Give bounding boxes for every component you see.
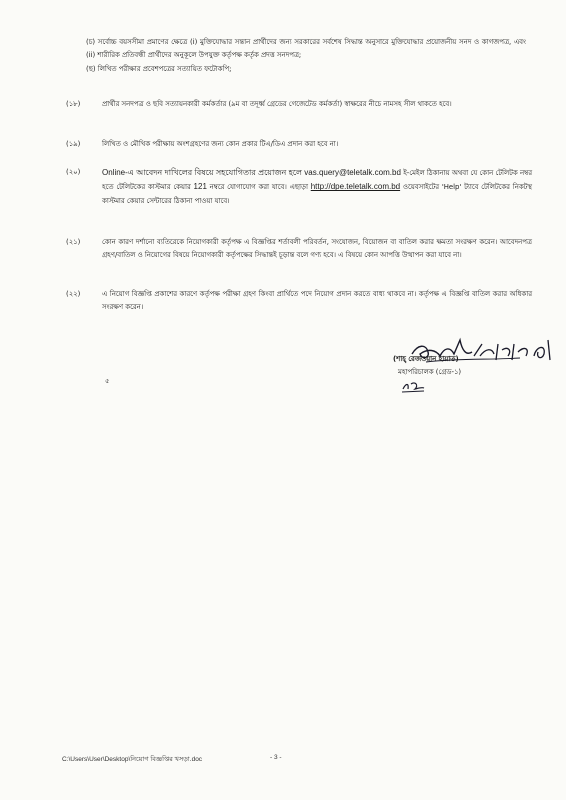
- website-link[interactable]: http://dpe.teletalk.com.bd: [310, 182, 401, 192]
- clause-number: (২০): [66, 168, 81, 176]
- side-mark: ৫: [105, 377, 110, 385]
- clause-number: (১৮): [66, 100, 81, 108]
- clause-text: কোন কারণ দর্শানো ব্যতিরেকে নিয়োগকারী কর্তৃপক্ষ এ বিজ্ঞপ্তির শর্তাবলী পরিবর্তন, সংযোজন, বিয়োজন বা বাতিল করার ক্ষমতা সংরক্ষণ করেন। আবেদনপত্র গ্রহণ/বাতিল ও নিয়োগের বিষয়ে নিয়োগকারী কর্তৃপক্ষের সিদ্ধান্তই চূড়ান্ত বলে গণ্য হবে। এ বিষয়ে কোন আপত্তি উত্থাপন করা যাবে না।: [102, 238, 532, 260]
- signatory-designation: মহাপরিচালক (গ্রেড-১): [398, 368, 462, 376]
- clause-text: লিখিত ও মৌখিক পরীক্ষায় অংশগ্রহণের জন্য কোন প্রকার টিএ/ডিএ প্রদান করা হবে না।: [102, 140, 339, 148]
- clause-text: Online-এ আবেদন দাখিলের বিষয়ে সহযোগিতার প্রয়োজন হলে vas.query@teletalk.com.bd ই-মেইল ঠিকানায় অথবা যে কোন টেলিটক নম্বর হতে টেলিটকের কাস্টমার কেয়ার 121 নম্বরে যোগাযোগ করা যাবে। এছাড়া http://dpe.teletalk.com.bd ওয়েবসাইটের 'Help' ট্যাবে টেলিটকের নিকটস্থ কাস্টমার কেয়ার সেন্টারের ঠিকানা পাওয়া যাবে।: [102, 168, 532, 205]
- clause-chha: (ছ) লিখিত পরীক্ষার প্রবেশপত্রের সত্যায়িত ফটোকপি;: [86, 64, 232, 73]
- customer-care-number: 121: [193, 182, 207, 192]
- handwritten-initial: [400, 378, 426, 394]
- clause-number: (২১): [66, 238, 81, 246]
- signatory-name: (শাহ্ রেজওয়ান হায়াত): [393, 355, 459, 363]
- footer-file-path: C:\Users\User\Desktop\নিয়োগ বিজ্ঞপ্তির খসড়া.doc: [62, 756, 203, 763]
- intro-clauses: [86, 36, 526, 76]
- clause-text: এ নিয়োগ বিজ্ঞপ্তি প্রকাশের কারণে কর্তৃপক্ষ পরীক্ষা গ্রহণ কিংবা প্রার্থিতে পদে নিয়োগ প্রদান করতে বাধ্য থাকবে না। কর্তৃপক্ষ এ বিজ্ঞপ্তি বাতিল করার অধিকার সংরক্ষণ করেন।: [102, 290, 532, 312]
- clause-text: প্রার্থীর সনদপত্র ও ছবি সত্যায়নকারী কর্মকর্তার (৯ম বা তদূর্ধ্ব গ্রেডের গেজেটেড কর্মকর্তা) স্বাক্ষরের নীচে নামসহ সীল থাকতে হবে।: [102, 100, 452, 108]
- footer-page-number: - 3 -: [270, 754, 282, 761]
- clause-number: (২২): [66, 290, 81, 298]
- clause-number: (১৯): [66, 140, 81, 148]
- support-email[interactable]: vas.query@teletalk.com.bd: [304, 168, 401, 177]
- clause-cha: (চ) সর্বোচ্চ বয়সসীমা প্রমাণের ক্ষেত্রে (i) মুক্তিযোদ্ধার সন্তান প্রার্থীদের জন্য সরকারের সর্বশেষ সিদ্ধান্ত অনুসারে মুক্তিযোদ্ধার প্রয়োজনীয় সনদ ও কাগজপত্র, এবং (ii) শারীরিক প্রতিবন্ধী প্রার্থীদের অনুকূলে উপযুক্ত কর্তৃপক্ষ কর্তৃক প্রদত্ত সনদপত্র;: [86, 38, 526, 60]
